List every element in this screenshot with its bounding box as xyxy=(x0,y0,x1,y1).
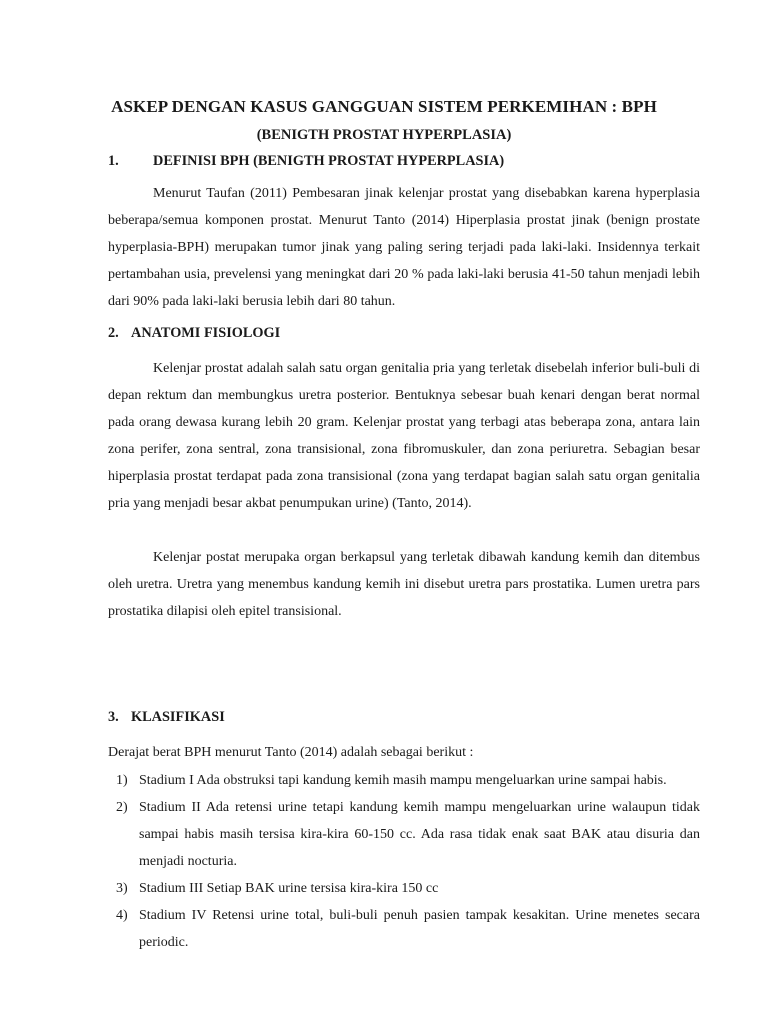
section-heading-text: KLASIFIKASI xyxy=(131,709,225,725)
list-item xyxy=(108,875,700,902)
list-item-text: Stadium II Ada retensi urine tetapi kandung kemih mampu mengeluarkan urine walaupun tidak sampai habis masih tersisa kira-kira 60-150 cc. Ada rasa tidak enak saat BAK atau disuria dan menjadi nocturia. xyxy=(139,800,700,869)
section-heading-definisi xyxy=(108,153,504,170)
paragraph-anatomi-2: Kelenjar postat merupaka organ berkapsul yang terletak dibawah kandung kemih dan ditembus oleh uretra. Uretra yang menembus kandung kemih ini disebut uretra pars prostatika. Lumen uretra pars prostatika dilapisi oleh epitel transisional. xyxy=(108,550,700,619)
list-item xyxy=(108,794,700,875)
list-item-text: Stadium III Setiap BAK urine tersisa kira-kira 150 cc xyxy=(139,881,439,896)
list-item xyxy=(108,902,700,956)
klasifikasi-lead: Derajat berat BPH menurut Tanto (2014) adalah sebagai berikut : xyxy=(108,745,474,760)
stadium-list xyxy=(108,767,700,956)
paragraph-definisi: Menurut Taufan (2011) Pembesaran jinak kelenjar prostat yang disebabkan karena hyperplasia beberapa/semua komponen prostat. Menurut Tanto (2014) Hiperplasia prostat jinak (benign prostate hyperplasia-BPH) merupakan tumor jinak yang paling sering terjadi pada laki-laki. Insidennya terkait pertambahan usia, prevelensi yang meningkat dari 20 % pada laki-laki berusia 41-50 tahun menjadi lebih dari 90% pada laki-laki berusia lebih dari 80 tahun. xyxy=(108,186,700,309)
document-title: ASKEP DENGAN KASUS GANGGUAN SISTEM PERKEMIHAN : BPH xyxy=(111,97,657,116)
section-heading-text: DEFINISI BPH (BENIGTH PROSTAT HYPERPLASIA) xyxy=(153,153,505,169)
list-item-text: Stadium I Ada obstruksi tapi kandung kemih masih mampu mengeluarkan urine sampai habis. xyxy=(139,773,667,788)
paragraph-anatomi-1: Kelenjar prostat adalah salah satu organ genitalia pria yang terletak disebelah inferior buli-buli di depan rektum dan membungkus uretra posterior. Bentuknya sebesar buah kenari dengan berat normal pada orang dewasa kurang lebih 20 gram. Kelenjar prostat yang terbagi atas beberapa zona, antara lain zona perifer, zona sentral, zona transisional, zona fibromuskuler, dan zona periuretra. Sebagian besar hiperplasia prostat terdapat pada zona transisional (zona yang terdapat bagian salah satu organ genitalia pria yang menjadi besar akbat penumpukan urine) (Tanto, 2014). xyxy=(108,361,700,511)
section-number: 2. xyxy=(108,325,119,341)
list-marker: 3) xyxy=(116,881,128,896)
list-marker: 1) xyxy=(116,773,128,788)
section-number: 3. xyxy=(108,709,119,725)
section-heading-text: ANATOMI FISIOLOGI xyxy=(131,325,281,341)
list-item-text: Stadium IV Retensi urine total, buli-buli penuh pasien tampak kesakitan. Urine menetes secara periodic. xyxy=(139,908,700,950)
list-marker: 2) xyxy=(116,800,128,815)
section-heading-klasifikasi xyxy=(108,709,225,726)
list-marker: 4) xyxy=(116,908,128,923)
document-subtitle: (BENIGTH PROSTAT HYPERPLASIA) xyxy=(256,127,512,143)
list-item xyxy=(108,767,700,794)
section-heading-anatomi xyxy=(108,325,280,342)
section-number: 1. xyxy=(108,153,119,169)
